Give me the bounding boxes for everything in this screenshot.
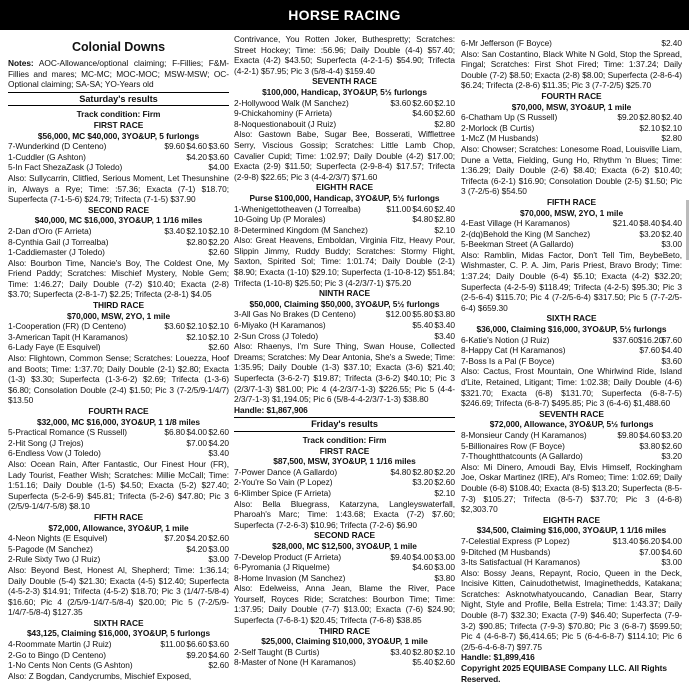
race-details: Also: Sullycarrin, Clitfied, Serious Moment, Let Thesunshine in, Always a Rye; Time: :57.36; Exacta (7-1) $18.70; Superfecta (7-1-5-6) $24.79; Trifecta (7-1-5) $37.90 — [8, 172, 229, 205]
race-title: FOURTH RACE — [541, 90, 602, 101]
place-payout: $2.80 — [412, 646, 433, 657]
result-row — [234, 467, 455, 478]
result-row — [234, 309, 455, 320]
horse-jockey: 6-Chatham Up (S Russell) — [461, 112, 558, 123]
show-payout: $2.10 — [434, 487, 455, 498]
race-details: Also: Flightown, Common Sense; Scratches: Louezza, Hoof and Boots; Time: 1:37.70; Daily Double (2-1) $2.80; Exacta (1-3) $3.30; Superfecta (1-3-6-2) $2.69; Trifecta (1-3-6) $6.80; Consolation Double (2-4) $1.50; Pic 3 (7-2/5/9-1/4/7) $13.50 — [8, 353, 229, 406]
horse-jockey: 2-Dan d'Oro (F Arrieta) — [8, 225, 92, 236]
show-payout: $3.00 — [434, 562, 455, 573]
race-title: THIRD RACE — [93, 300, 144, 311]
race-details: Also: Chowser; Scratches: Lonesome Road, Louisville Liam, Dune a Vetta, Fielding, Gung Ho, Rhythm 'n Blues; Time: 1:36.29; Daily Double (2-6) $8.40; Exacta (6-2) $10.40; Trifecta (6-2-1) $16.90; Consolation Double (2-5) $1.50; Pic 3 (7-2/5-6) $54.50 — [461, 143, 682, 197]
win-payout: $12.00 — [385, 309, 411, 320]
section-header — [0, 0, 689, 30]
race-list — [234, 446, 455, 668]
race-details: Also: Mi Dinero, Amoudi Bay, Elvis Himself, Rockingham Joe, Oskar Martinez (IRE), Al's Romeo; Time: 1:02.69; Daily Double (6-8) $108.40; Exacta (8-5) $13.20; Superfecta (8-5-7-3) $105.27; Trifecta (8-5-7) $37.70; Pic 3 (4-6-8) $2,303.70 — [461, 461, 682, 515]
track-condition: Track condition: Firm — [302, 434, 387, 445]
win-payout: $11.00 — [160, 639, 185, 650]
show-payout: $2.10 — [661, 122, 682, 133]
win-payout: $4.80 — [390, 466, 411, 477]
horse-jockey: 2-Rule Sixty Two (J Ruiz) — [8, 554, 101, 565]
horse-jockey: 1-McZ (M Husbands) — [461, 133, 539, 144]
result-row — [461, 38, 682, 49]
show-payout: $2.60 — [208, 660, 229, 671]
horse-jockey: 8-Monsieur Candy (H Karamanos) — [461, 429, 587, 440]
result-row — [461, 441, 682, 452]
show-payout: $3.00 — [208, 554, 229, 565]
place-payout: $4.20 — [186, 543, 207, 554]
show-payout: $2.10 — [208, 321, 229, 332]
place-payout: $3.80 — [639, 440, 660, 451]
horse-jockey: 10-Going Up (P Morales) — [234, 214, 326, 225]
show-payout: $3.60 — [208, 639, 229, 650]
race-list — [234, 76, 455, 404]
show-payout: $2.10 — [434, 224, 455, 235]
show-payout: $2.60 — [208, 342, 229, 353]
place-payout: $4.20 — [186, 151, 207, 162]
handle-total: Handle: $1,867,906 — [234, 404, 308, 415]
show-payout: $3.00 — [434, 551, 455, 562]
horse-jockey: 6-Mr Jefferson (F Boyce) — [461, 38, 552, 48]
race-details: Also: Z Bogdan, Candycrumbs, Mischief Exposed, — [8, 670, 192, 681]
show-payout: $3.00 — [661, 239, 682, 250]
place-payout: $5.40 — [412, 657, 433, 668]
result-row — [234, 657, 455, 668]
result-row — [461, 123, 682, 134]
result-row — [461, 335, 682, 346]
race-details: Also: Beyond Best, Honest Al, Shepherd; Time: 1:36.14; Daily Double (5-4) $21.30; Exacta (4-5) $12.40; Superfecta (4-5-2-3) $14.91; Trifecta (4-5-2) $18.70; Pic 3 (1/4/7-5/8-4) $16.60; Pic 4 (2/5/9-1/4/7-5/8-4) $20.00; Pic 5 (7-2/5/9-1/4/7-5/8-4) $127.35 — [8, 564, 229, 618]
result-row — [234, 562, 455, 573]
race-terms: $28,000, MC $12,500, 3YO&UP, 1 mile — [272, 540, 417, 551]
race-details: Also: Gastown Babe, Sugar Bee, Bosserati, Wifflettree Serry, Viscious Gossip; Scratches: Little Lamb Chop, Cavalier Cupid; Time: 1:02.97; Daily Double (4-2) $17.00; Exacta (2-9) $11.50; Superfecta (2-9-8-4) $17.57; Trifecta (2-9-8) $22.65; Pic 3 (4-4-2/3/7) $71.60 — [234, 129, 455, 182]
copyright: Copyright 2025 EQUIBASE Company LLC. All Rights Reserved. — [461, 663, 667, 684]
race-details: Also: Bella Bluegrass, Katarzyna, Langleyswaterfall, Pharoah's Marc; Time: 1:43.68; Exacta (7-2) $7.60; Superfecta (7-2-6-3) $10.96; Trifecta (7-2-6) $6.90 — [234, 498, 455, 530]
show-payout: $3.40 — [434, 330, 455, 341]
horse-jockey: 4-East Village (H Karamanos) — [461, 218, 570, 229]
race-title: EIGHTH RACE — [316, 182, 373, 193]
show-payout: $4.00 — [208, 162, 229, 173]
show-payout: $3.60 — [208, 151, 229, 162]
place-payout: $3.20 — [412, 477, 433, 488]
place-payout: $4.60 — [412, 108, 433, 119]
results-section-title: Saturday's results — [8, 92, 229, 107]
place-payout: $4.60 — [639, 429, 660, 440]
result-row — [234, 552, 455, 563]
race-continuation: Also: San Costantino, Black White N Gold, Stop the Spread, Fingal; Scratches: First Shot Fired; Time: 1:37.24; Daily Double (7-2) $8.50; Exacta (2-8) $8.00; Superfecta (2-8-6-4) $6.24; Trifecta (2-8-6) $11.35; Pic 3 (7-7-2/5) $25.70 — [461, 48, 682, 91]
handle-total: Handle: $1,899,416 — [461, 652, 535, 663]
result-row — [234, 331, 455, 342]
race-title: SECOND RACE — [313, 530, 376, 541]
place-payout: $2.10 — [186, 331, 207, 342]
race-details: Also: Ramblin, Midas Factor, Don't Tell Tim, BeybeBeto, Wishmaster, C. P. A. Jim, Paris Priest, Bravo Brody; Time: 1:37.24; Daily Double (6-4) $5.10; Exacta (4-2) $32.20; Superfecta (4-2-5-9) $118.49; Trifecta (4-2-5) $95.30; Pic 3 (2-5-6-4) $115.70; Pic 4 (7-2/5-6-4) $317.50; Pic 5 (7-7-2/5-6-4) $659.30 — [461, 249, 682, 313]
race-terms: $36,000, Claiming $16,000, 3YO&UP, 5½ furlongs — [476, 324, 667, 335]
race-terms: $25,000, Claiming $10,000, 3YO&UP, 1 mile — [261, 636, 428, 647]
race-details: Also: Bossy Jeans, Repaynt, Rocio, Queen in the Deck, Incisive Kitten, Cainudothetwist, Imaginethedds, Katakana; Scratches: Asknotwhatyoucando, Canadian Bear, Starry Night, Style and Profile, Bella Estrela; Time: 1:43.37; Daily Double (8-7) $32.30; Exacta (7-9) $46.40; Superfecta (7-9-3-2) $90.85; Trifecta (7-9-3) $70.80; Pic 3 (6-8-7) $599.50; Pic 4 (4-6-8-7) $6,414.65; Pic 5 (6-4-6-8-7) $114.10; Pic 6 (2/5-6-4-6-8-7) $97.75 — [461, 567, 682, 652]
horse-jockey: 3-American Tapit (H Karamanos) — [8, 331, 128, 342]
horse-jockey: 6-Pyromania (J Riquelme) — [234, 562, 330, 573]
race-terms: $43,125, Claiming $16,000, 3YO&UP, 5 furlongs — [26, 628, 211, 639]
race-title: NINTH RACE — [319, 288, 370, 299]
win-payout: $11.00 — [386, 203, 411, 214]
horse-jockey: 9-Chickahominy (F Arrieta) — [234, 108, 332, 119]
place-payout: $7.00 — [639, 546, 660, 557]
horse-jockey: 8-Home Invasion (M Sanchez) — [234, 572, 346, 583]
race-terms: $40,000, MC $16,000, 3YO&UP, 1 1/16 miles — [34, 215, 203, 226]
race-terms: $100,000, Handicap, 3YO&UP, 5½ furlongs — [262, 86, 427, 97]
race-title: FIRST RACE — [93, 119, 144, 130]
horse-jockey: 1-Whenigettotheaven (J Torrealba) — [234, 203, 361, 214]
show-payout: $2.80 — [434, 118, 455, 129]
result-row — [234, 647, 455, 658]
race-title: SIXTH RACE — [546, 313, 597, 324]
place-payout: $8.40 — [639, 218, 660, 229]
horse-jockey: 7-Develop Product (F Arrieta) — [234, 551, 342, 562]
place-payout: $7.60 — [639, 345, 660, 356]
result-row — [234, 488, 455, 499]
result-row — [461, 345, 682, 356]
horse-jockey: 1-Cooperation (FR) (D Centeno) — [8, 321, 127, 332]
show-payout: $2.60 — [434, 477, 455, 488]
horse-jockey: 1-No Cents Non Cents (G Ashton) — [8, 660, 133, 671]
horse-jockey: 7-Thoughtthatcounts (A Gallardo) — [461, 451, 583, 462]
horse-jockey: 2-Morlock (B Curtis) — [461, 122, 535, 133]
win-payout: $13.40 — [612, 535, 638, 546]
show-payout: $4.60 — [661, 546, 682, 557]
section-title: HORSE RACING — [288, 7, 401, 23]
result-row — [461, 133, 682, 144]
win-payout: $37.60 — [612, 334, 638, 345]
show-payout: $3.00 — [208, 543, 229, 554]
race-title: SEVENTH RACE — [539, 408, 604, 419]
race-terms: Purse $100,000, Handicap, 3YO&UP, 5½ furlongs — [249, 192, 440, 203]
race-continuation: Contrivance, You Rotten Joker, Buthespretty; Scratches: Street Hockey; Time: :56.96; Daily Double (4-4) $57.40; Exacta (4-2) $43.50; Superfecta (4-2-1-5) $54.90; Trifecta (4-2-1) $57.95; Pic 3 (5/8-4-4) $159.40 — [234, 34, 455, 76]
race-title: FIFTH RACE — [546, 196, 597, 207]
result-row — [8, 226, 229, 237]
track-name: Colonial Downs — [71, 40, 166, 54]
horse-jockey: 6-Katie's Notion (J Ruiz) — [461, 334, 550, 345]
race-list — [461, 91, 682, 652]
place-payout: $9.20 — [186, 649, 207, 660]
place-payout: $3.20 — [639, 228, 660, 239]
horse-jockey: 5-In Fact ShezaZask (J Toledo) — [8, 162, 123, 173]
win-payout: $9.60 — [164, 141, 185, 152]
show-payout: $2.60 — [208, 533, 229, 544]
show-payout: $2.60 — [434, 108, 455, 119]
place-payout: $2.10 — [186, 321, 207, 332]
race-title: FOURTH RACE — [88, 406, 149, 416]
result-row — [8, 650, 229, 661]
show-payout: $2.40 — [661, 112, 682, 123]
show-payout: $4.00 — [661, 535, 682, 546]
show-payout: $2.80 — [434, 214, 455, 225]
show-payout: $4.60 — [208, 649, 229, 660]
result-row — [8, 342, 229, 353]
result-row — [234, 108, 455, 119]
race-title: FIFTH RACE — [93, 511, 144, 522]
result-row — [234, 225, 455, 236]
horse-jockey: 7-Boss Is a Pal (F Boyce) — [461, 355, 555, 366]
horse-jockey: 8-Master of None (H Karamanos) — [234, 657, 356, 668]
place-payout: $4.00 — [412, 551, 433, 562]
place-payout: $16.20 — [638, 334, 664, 345]
horse-jockey: 2-Go to Bingo (D Centeno) — [8, 649, 106, 660]
notes: Notes: AOC-Allowance/optional claiming; F-Fillies; F&M-Fillies and mares; MC-MC; MOC-MOC; MSW-MSW; OC-Optional claiming; SA-SA; YO-Years old — [8, 58, 229, 90]
place-payout: $5.80 — [412, 309, 433, 320]
result-row — [234, 204, 455, 215]
race-title: SIXTH RACE — [93, 617, 144, 628]
horse-jockey: 2-Sun Cross (J Toledo) — [234, 330, 319, 341]
horse-jockey: 7-Wunderkind (D Centeno) — [8, 141, 107, 152]
result-row — [8, 332, 229, 343]
race-details: Also: Great Heavens, Emboldan, Virginia Fitz, Heavy Pour, Slippin Jimmy, Ruddy Buddy; Scratches: Stormy Flight, Saxton, Spirited Sol; Time: 1:01.74; Daily Double (2-1) $8.90; Exacta (1-10) $29.10; Superfecta (1-10-8-12) $51.84; Trifecta (1-10-8) $25.50; Pic 3 (4-2/3/7-1) $75.20 — [234, 235, 455, 288]
race-details: Also: Cactus, Frost Mountain, One Whirlwind Ride, Island d'Lite, Retained, Litigant; Time: 1:02.38; Daily Double (4-6) $321.70; Exacta (6-8) $131.70; Superfecta (6-8-7-5) $246.69; Trifecta (6-8-7) $495.85; Pic 3 (6-4-6) $1,488.60 — [461, 366, 682, 409]
horse-jockey: 5-Beekman Street (A Gallardo) — [461, 239, 574, 250]
result-row — [461, 356, 682, 367]
result-row — [8, 660, 229, 671]
race-terms: $56,000, MC $40,000, 3YO&UP, 5 furlongs — [37, 130, 200, 141]
show-payout: $2.60 — [208, 247, 229, 258]
horse-jockey: 2-Self Taught (B Curtis) — [234, 646, 320, 657]
show-payout: $2.40 — [661, 228, 682, 239]
show-payout: $2.20 — [208, 236, 229, 247]
horse-jockey: 2-You're So Vain (P Lopez) — [234, 477, 333, 488]
result-row — [461, 557, 682, 568]
show-payout: $2.10 — [434, 97, 455, 108]
column-3 — [461, 38, 682, 684]
race-title: EIGHTH RACE — [543, 514, 600, 525]
race-terms: $50,000, Claiming $50,000, 3YO&UP, 5½ furlongs — [249, 298, 440, 309]
result-row — [8, 152, 229, 163]
result-row — [234, 98, 455, 109]
result-row — [8, 554, 229, 565]
race-title: THIRD RACE — [319, 625, 370, 636]
results-section-title: Friday's results — [234, 417, 455, 432]
show-payout: $3.60 — [208, 141, 229, 152]
horse-jockey: 6-Miyako (H Karamanos) — [234, 320, 326, 331]
race-terms: $32,000, MC $16,000, 3YO&UP, 1 1/8 miles — [37, 416, 200, 427]
horse-jockey: 1-Caddiemaster (J Toledo) — [8, 247, 105, 258]
horse-jockey: 7-Power Dance (A Gallardo) — [234, 466, 338, 477]
race-details: Also: Ocean Rain, After Fantastic, Our Finest Hour (FR), Lady Tourist, Feather Wish; Scratches: Millie McCall; Time: 1:51.16; Daily Double (1-5) $4.50; Exacta (5-2) $27.40; Superfecta (5-2-6-9) $45.81; Trifecta (5-2-6) $47.80; Pic 3 (2/5/9-1/4/7-5/8) $8.10 — [8, 458, 229, 512]
horse-jockey: 4-Roommate Martin (J Ruiz) — [8, 639, 112, 650]
result-row — [461, 536, 682, 547]
horse-jockey: 5-Pagode (M Sanchez) — [8, 543, 93, 554]
win-payout: $21.40 — [612, 218, 638, 229]
show-payout: $2.80 — [661, 133, 682, 144]
show-payout: $3.80 — [434, 309, 455, 320]
horse-jockey: 4-Neon Nights (E Esquivel) — [8, 533, 108, 544]
place-payout: $6.60 — [186, 639, 207, 650]
show-payout: $3.60 — [661, 355, 682, 366]
show-payout: $2.20 — [434, 466, 455, 477]
track-condition: Track condition: Firm — [76, 109, 161, 120]
win-payout: $7.20 — [164, 533, 185, 544]
win-payout: $3.60 — [390, 97, 411, 108]
win-payout: $3.40 — [390, 646, 411, 657]
horse-jockey: 8-Noquestionabouit (J Ruiz) — [234, 118, 337, 129]
place-payout: $4.20 — [186, 533, 207, 544]
show-payout: $3.80 — [434, 572, 455, 583]
horse-jockey: 8-Cynthia Gail (J Torrealba) — [8, 236, 109, 247]
race-terms: $70,000, MSW, 2YO, 1 mile — [519, 207, 624, 218]
horse-jockey: 6-Endless Vow (J Toledo) — [8, 448, 101, 459]
result-row — [8, 141, 229, 152]
show-payout: $3.20 — [661, 429, 682, 440]
race-terms: $70,000, MSW, 3YO&UP, 1 mile — [511, 101, 632, 112]
result-row — [8, 162, 229, 173]
win-payout: $6.80 — [164, 427, 185, 438]
race-terms: $72,000, Allowance, 3YO&UP, 5½ furlongs — [489, 419, 654, 430]
place-payout: $4.80 — [412, 214, 433, 225]
race-title: FIRST RACE — [319, 445, 370, 456]
result-row — [8, 247, 229, 258]
horse-jockey: 7-Celestial Express (P Lopez) — [461, 535, 570, 546]
result-row — [8, 237, 229, 248]
show-payout: $2.10 — [208, 331, 229, 342]
horse-jockey: 2-(dq)Behold the King (M Sanchez) — [461, 228, 591, 239]
place-payout: $2.80 — [639, 112, 660, 123]
result-row — [8, 639, 229, 650]
race-details: Also: Edelweiss, Anna Jean, Blame the River, Pace Yourself, Royces Ride; Scratches: Bourbon Time; Time: 1:37.95; Daily Double (7-7) $13.00; Exacta (7-6) $24.90; Superfecta (7-6-8-1) $20.45; Trifecta (7-6-8) $38.85 — [234, 583, 455, 626]
race-details: Also: Rhaenys, I'm Sure Thing, Swan House, Collected Dreams; Scratches: My Dear Antonia, She's a Swede; Time: 1:35.95; Daily Double (1-3) $37.10; Exacta (3-6) $21.40; Superfecta (3-6-2-7) $19.87; Trifecta (3-6-2) $40.10; Pic 3 (2/3/7-1-3) $81.00; Pic 4 (4-2/3/7-1-3) $226.55; Pic 5 (4-4-2/3/7-1-3) $1,194.05; Pic 6 (5/8-4-4-2/3/7-1-3) $38.80 — [234, 341, 455, 405]
horse-jockey: 2-Hollywood Walk (M Sanchez) — [234, 97, 349, 108]
show-payout: $2.40 — [434, 203, 455, 214]
show-payout: $4.40 — [661, 345, 682, 356]
race-terms: $70,000, MSW, 2YO, 1 mile — [66, 310, 171, 321]
show-payout: $2.10 — [208, 225, 229, 236]
result-row — [461, 229, 682, 240]
horse-jockey: 8-Happy Cat (H Karamanos) — [461, 345, 566, 356]
race-list — [8, 120, 229, 681]
result-row — [8, 533, 229, 544]
place-payout: $2.10 — [186, 225, 207, 236]
result-row — [461, 112, 682, 123]
show-payout: $3.40 — [434, 320, 455, 331]
result-row — [461, 218, 682, 229]
column-2 — [234, 34, 455, 668]
win-payout: $9.40 — [390, 551, 411, 562]
race-title: SECOND RACE — [87, 204, 150, 215]
show-payout: $3.40 — [208, 448, 229, 459]
horse-jockey: 6-Klimber Spice (F Arrieta) — [234, 487, 331, 498]
horse-jockey: 9-Ditched (M Husbands) — [461, 546, 551, 557]
result-row — [461, 451, 682, 462]
result-row — [234, 214, 455, 225]
result-row — [8, 448, 229, 459]
race-terms: $72,000, Allowance, 3YO&UP, 1 mile — [48, 522, 189, 533]
horse-jockey: 3-All Gas No Brakes (D Centeno) — [234, 309, 356, 320]
place-payout: $2.80 — [186, 236, 207, 247]
column-1 — [8, 34, 229, 681]
win-payout: $9.20 — [617, 112, 638, 123]
show-payout: $2.60 — [208, 427, 229, 438]
result-row — [234, 119, 455, 130]
show-payout: $2.60 — [661, 440, 682, 451]
place-payout: $5.40 — [412, 320, 433, 331]
race-terms: $87,500, MSW, 3YO&UP, 1 1/16 miles — [273, 456, 416, 467]
show-payout: $7.60 — [661, 334, 682, 345]
horse-jockey: 2-Hit Song (J Trejos) — [8, 437, 84, 448]
place-payout: $4.00 — [186, 427, 207, 438]
show-payout: $2.10 — [434, 646, 455, 657]
result-row — [461, 430, 682, 441]
horse-jockey: 3-Its Satisfactual (H Karamanos) — [461, 557, 580, 568]
place-payout: $4.60 — [186, 141, 207, 152]
place-payout: $2.60 — [412, 97, 433, 108]
horse-jockey: 5-Practical Romance (S Russell) — [8, 427, 128, 438]
show-payout: $3.00 — [661, 557, 682, 568]
show-payout: $2.40 — [661, 38, 682, 48]
result-row — [234, 320, 455, 331]
show-payout: $4.40 — [661, 218, 682, 229]
show-payout: $3.20 — [661, 451, 682, 462]
place-payout: $2.80 — [412, 466, 433, 477]
win-payout: $3.60 — [164, 321, 185, 332]
place-payout: $4.60 — [412, 203, 433, 214]
result-row — [461, 547, 682, 558]
place-payout: $2.10 — [639, 122, 660, 133]
show-payout: $4.20 — [208, 437, 229, 448]
win-payout: $3.40 — [164, 225, 185, 236]
horse-jockey: 5-Billionaires Row (F Boyce) — [461, 440, 565, 451]
horse-jockey: 1-Cuddler (G Ashton) — [8, 151, 86, 162]
horse-jockey: 6-Lady Faye (E Esquivel) — [8, 342, 101, 353]
race-details: Also: Bourbon Time, Nancie's Boy, The Coldest One, My Friend Paddy; Scratches: Mischief Mystery, Noble Gem; Time: 1:46.27; Daily Double (7-2) $10.40; Exacta (2-8) $3.70; Superfecta (2-8-1-7) $2.25; Trifecta (2-8-1) $4.05 — [8, 257, 229, 300]
result-row — [234, 573, 455, 584]
result-row — [8, 427, 229, 438]
result-row — [8, 544, 229, 555]
place-payout: $7.00 — [186, 437, 207, 448]
result-row — [234, 477, 455, 488]
win-payout: $9.80 — [617, 429, 638, 440]
result-row — [8, 321, 229, 332]
race-title: SEVENTH RACE — [312, 76, 377, 87]
result-row — [8, 438, 229, 449]
place-payout: $6.20 — [639, 535, 660, 546]
result-row — [461, 239, 682, 250]
place-payout: $4.60 — [412, 562, 433, 573]
race-terms: $34,500, Claiming $16,000, 3YO&UP, 1 1/16 miles — [476, 525, 667, 536]
show-payout: $2.60 — [434, 657, 455, 668]
horse-jockey: 8-Determined Kingdom (M Sanchez) — [234, 224, 368, 235]
